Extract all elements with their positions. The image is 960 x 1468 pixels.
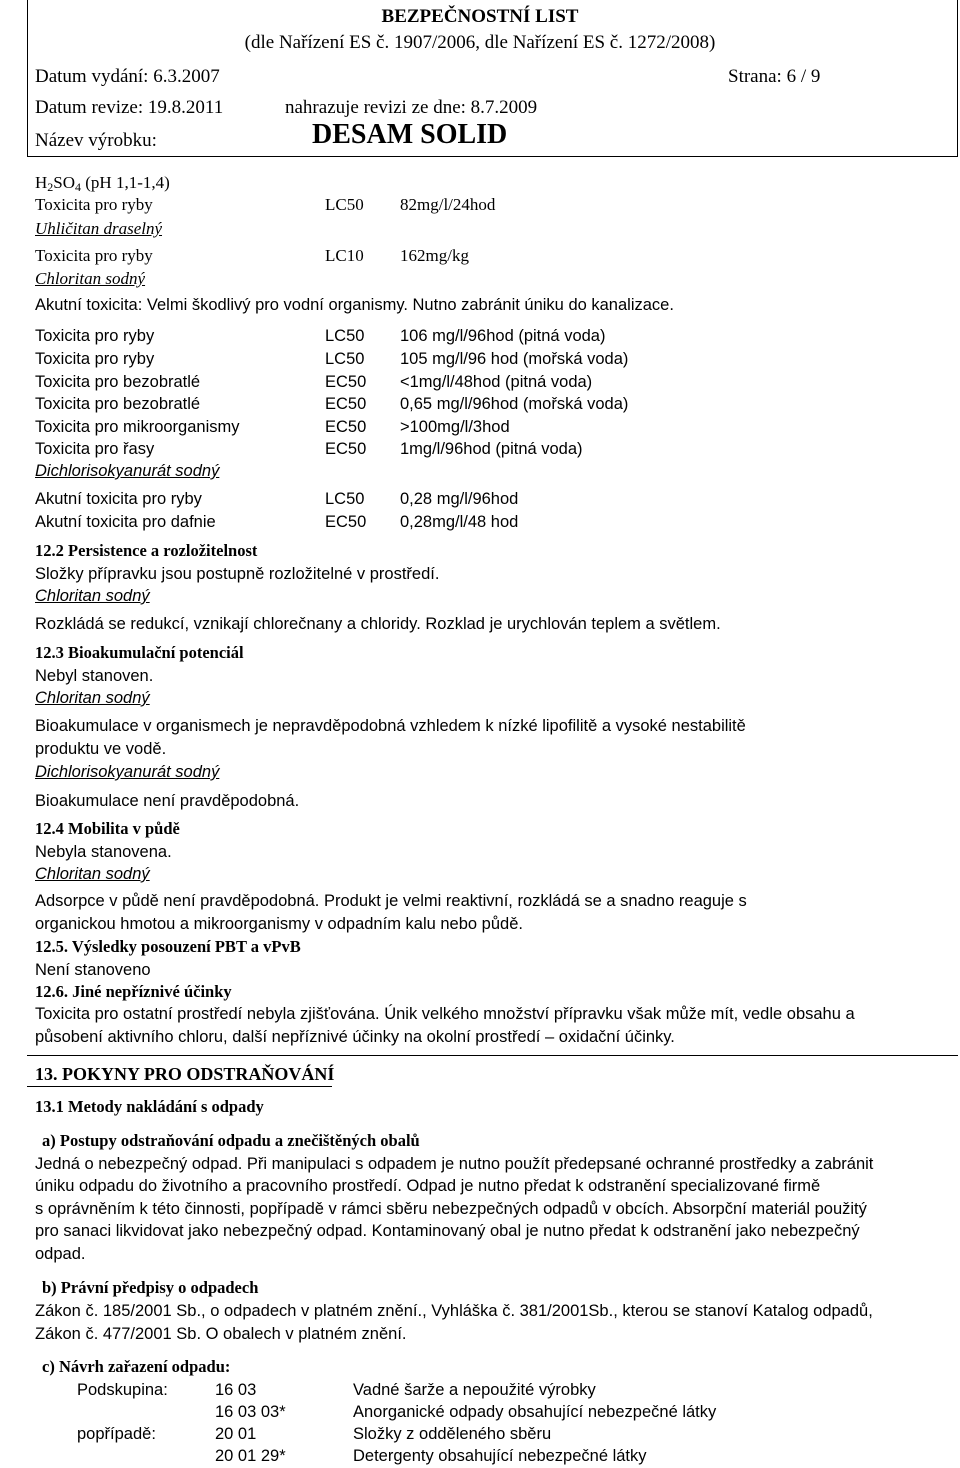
h2so4-row [35,194,935,216]
section-12-5-text: Není stanoveno [35,961,151,979]
row-value: 105 mg/l/96 hod (mořská voda) [400,350,629,368]
page-number [728,66,820,88]
section-13-1-heading [35,1096,264,1118]
section-heading: 12.4 Mobilita v půdě [35,819,180,838]
row-value: >100mg/l/3hod [400,418,510,436]
section-13-top-rule [27,1055,958,1056]
section-heading: 13.1 Metody nakládání s odpady [35,1097,264,1116]
waste-code: 20 01 [215,1425,257,1443]
waste-desc: Vadné šarže a nepoužité výrobky [353,1381,596,1399]
waste-desc: Anorganické odpady obsahující nebezpečné látky [353,1403,717,1421]
text-line: s oprávněním k této činnosti, popřípadě v rámci sběru nebezpečných odpadů v obcích. Absorpční materiál použitý [35,1200,867,1218]
section-12-5-heading [35,936,301,958]
section-12-4-heading [35,818,180,840]
section-heading: 13. POKYNY PRO ODSTRAŇOVÁNÍ [35,1064,335,1084]
section-13-c-heading [42,1356,230,1378]
row-label: Toxicita pro řasy [35,440,155,458]
table-row [35,371,935,393]
formula-rest: (pH 1,1-1,4) [81,173,170,192]
row-label: Toxicita pro bezobratlé [35,395,201,413]
table-row [35,416,935,438]
revision-date [35,97,223,119]
replaces-revision [285,97,537,119]
row-type: EC50 [325,373,367,391]
dichlor-name: Dichlorisokyanurát sodný [35,462,220,480]
section-heading: 12.5. Výsledky posouzení PBT a vPvB [35,937,301,956]
table-row [35,393,935,415]
formula-sub-2: 2 [47,180,54,194]
row-value: 82mg/l/24hod [400,195,496,214]
text-line: úniku odpadu do životního a pracovního prostředí. Odpad je nutno předat k odstranění specializované firmě [35,1177,821,1195]
section-heading: 12.6. Jiné nepříznivé účinky [35,982,232,1001]
row-label: Toxicita pro ryby [35,350,155,368]
section-12-3-subname-2: Dichlorisokyanurát sodný [35,763,220,781]
row-label: Akutní toxicita pro dafnie [35,513,216,531]
section-12-2-text: Složky přípravku jsou postupně rozložitelné v prostředí. [35,565,440,583]
page-label: Strana: [728,66,782,87]
row-label: Akutní toxicita pro ryby [35,490,202,508]
waste-code: 16 03 [215,1381,257,1399]
table-row [35,511,935,533]
row-value: <1mg/l/48hod (pitná voda) [400,373,593,391]
waste-desc: Složky z odděleného sběru [353,1425,552,1443]
row-label: Toxicita pro ryby [35,327,155,345]
table-row [35,325,935,347]
section-12-2-heading [35,540,257,562]
formula-sub-4: 4 [75,180,82,194]
section-13-b-heading [42,1277,258,1299]
row-value: 0,28mg/l/48 hod [400,513,519,531]
product-name: DESAM SOLID [312,119,508,150]
replaces-date: 8.7.2009 [470,97,538,118]
row-value: 0,65 mg/l/96hod (mořská voda) [400,395,629,413]
section-heading: 12.2 Persistence a rozložitelnost [35,541,258,560]
sodium-chlorite-acute: Akutní toxicita: Velmi škodlivý pro vodní organismy. Nutno zabránit úniku do kanalizace. [35,296,674,314]
section-12-3-subtext-2: Bioakumulace není pravděpodobná. [35,792,300,810]
section-heading: b) Právní předpisy o odpadech [42,1278,259,1297]
document-title: BEZPEČNOSTNÍ LIST [381,6,579,27]
row-value: 162mg/kg [400,246,469,265]
section-12-6-text-b: působení aktivního chloru, další nepříznivé účinky na okolní prostředí – oxidační účinky. [35,1028,675,1046]
potassium-row [35,245,935,267]
section-13-heading-rule [27,1086,332,1087]
waste-desc: Detergenty obsahující nebezpečné látky [353,1447,647,1465]
section-12-3-text: Nebyl stanoven. [35,667,154,685]
waste-code: 20 01 29* [215,1447,286,1465]
row-label: Toxicita pro ryby [35,195,153,214]
row-type: EC50 [325,440,367,458]
row-value: 0,28 mg/l/96hod [400,490,519,508]
row-type: EC50 [325,418,367,436]
replaces-label: nahrazuje revizi ze dne: [285,97,466,118]
formula-h: H [35,173,48,192]
sodium-chlorite-name: Chloritan sodný [35,269,146,288]
formula-so: SO [53,173,76,192]
potassium-carbonate-name: Uhličitan draselný [35,219,163,238]
row-type: LC50 [325,327,365,345]
text-line: Zákon č. 477/2001 Sb. O obalech v platném znění. [35,1325,407,1343]
row-label: Toxicita pro ryby [35,246,153,265]
row-type: EC50 [325,513,367,531]
row-type: LC50 [325,350,365,368]
text-line: Jedná o nebezpečný odpad. Při manipulaci s odpadem je nutno použít předepsané ochranné prostředky a zabránit [35,1155,874,1173]
section-12-3-heading [35,642,244,664]
issue-date-label: Datum vydání: [35,66,149,87]
section-12-2-subname: Chloritan sodný [35,587,150,605]
section-12-3-subname-1: Chloritan sodný [35,689,150,707]
waste-code: 16 03 03* [215,1403,286,1421]
issue-date-value: 6.3.2007 [153,66,220,87]
waste-label: popřípadě: [77,1425,156,1443]
section-12-6-text-a: Toxicita pro ostatní prostředí nebyla zjišťována. Únik velkého množství přípravku však může mít, vedle obsahu a [35,1005,855,1023]
header-left-border [27,0,28,156]
section-12-3-subtext-1a: Bioakumulace v organismech je nepravděpodobná vzhledem k nízké lipofilitě a vysoké nestabilitě [35,717,746,735]
document-subtitle: (dle Nařízení ES č. 1907/2006, dle Nařízení ES č. 1272/2008) [244,32,716,53]
section-12-3-subtext-1b: produktu ve vodě. [35,740,167,758]
row-value: 106 mg/l/96hod (pitná voda) [400,327,606,345]
text-line: Zákon č. 185/2001 Sb., o odpadech v platném znění., Vyhláška č. 381/2001Sb., kterou se stanoví Katalog odpadů, [35,1302,873,1320]
section-12-2-subtext: Rozkládá se redukcí, vznikají chlorečnany a chloridy. Rozklad je urychlován teplem a světlem. [35,615,721,633]
revision-date-label: Datum revize: [35,97,144,118]
section-heading: c) Návrh zařazení odpadu: [42,1357,231,1376]
row-label: Toxicita pro mikroorganismy [35,418,240,436]
row-value: 1mg/l/96hod (pitná voda) [400,440,583,458]
section-13-a-heading [42,1130,420,1152]
text-line: pro sanaci likvidovat jako nebezpečný odpad. Kontaminovaný obal je nutno předat k odstranění jako nebezpečný [35,1222,860,1240]
table-row [35,488,935,510]
header-bottom-rule [27,156,958,157]
row-label: Toxicita pro bezobratlé [35,373,201,391]
issue-date [35,66,220,88]
text-line: odpad. [35,1245,86,1263]
waste-row [77,1445,937,1467]
waste-row [77,1379,937,1401]
waste-label: Podskupina: [77,1381,168,1399]
row-type: LC50 [325,490,365,508]
waste-row [77,1423,937,1445]
page-value: 6 / 9 [786,66,821,87]
section-12-4-subtext-a: Adsorpce v půdě není pravděpodobná. Produkt je velmi reaktivní, rozkládá se a snadno reaguje s [35,892,747,910]
row-type: LC10 [325,246,364,265]
row-type: LC50 [325,195,364,214]
row-type: EC50 [325,395,367,413]
section-12-4-subtext-b: organickou hmotou a mikroorganismy v odpadním kalu nebo půdě. [35,915,523,933]
section-heading: a) Postupy odstraňování odpadu a znečištěných obalů [42,1131,420,1150]
section-13-heading [35,1063,334,1085]
table-row [35,438,935,460]
section-12-4-subname: Chloritan sodný [35,865,150,883]
revision-date-value: 19.8.2011 [147,97,224,118]
table-row [35,348,935,370]
section-12-6-heading [35,981,232,1003]
waste-row [77,1401,937,1423]
header-right-border [957,0,958,156]
section-12-4-text: Nebyla stanovena. [35,843,172,861]
section-heading: 12.3 Bioakumulační potenciál [35,643,244,662]
product-label: Název výrobku: [35,130,157,151]
